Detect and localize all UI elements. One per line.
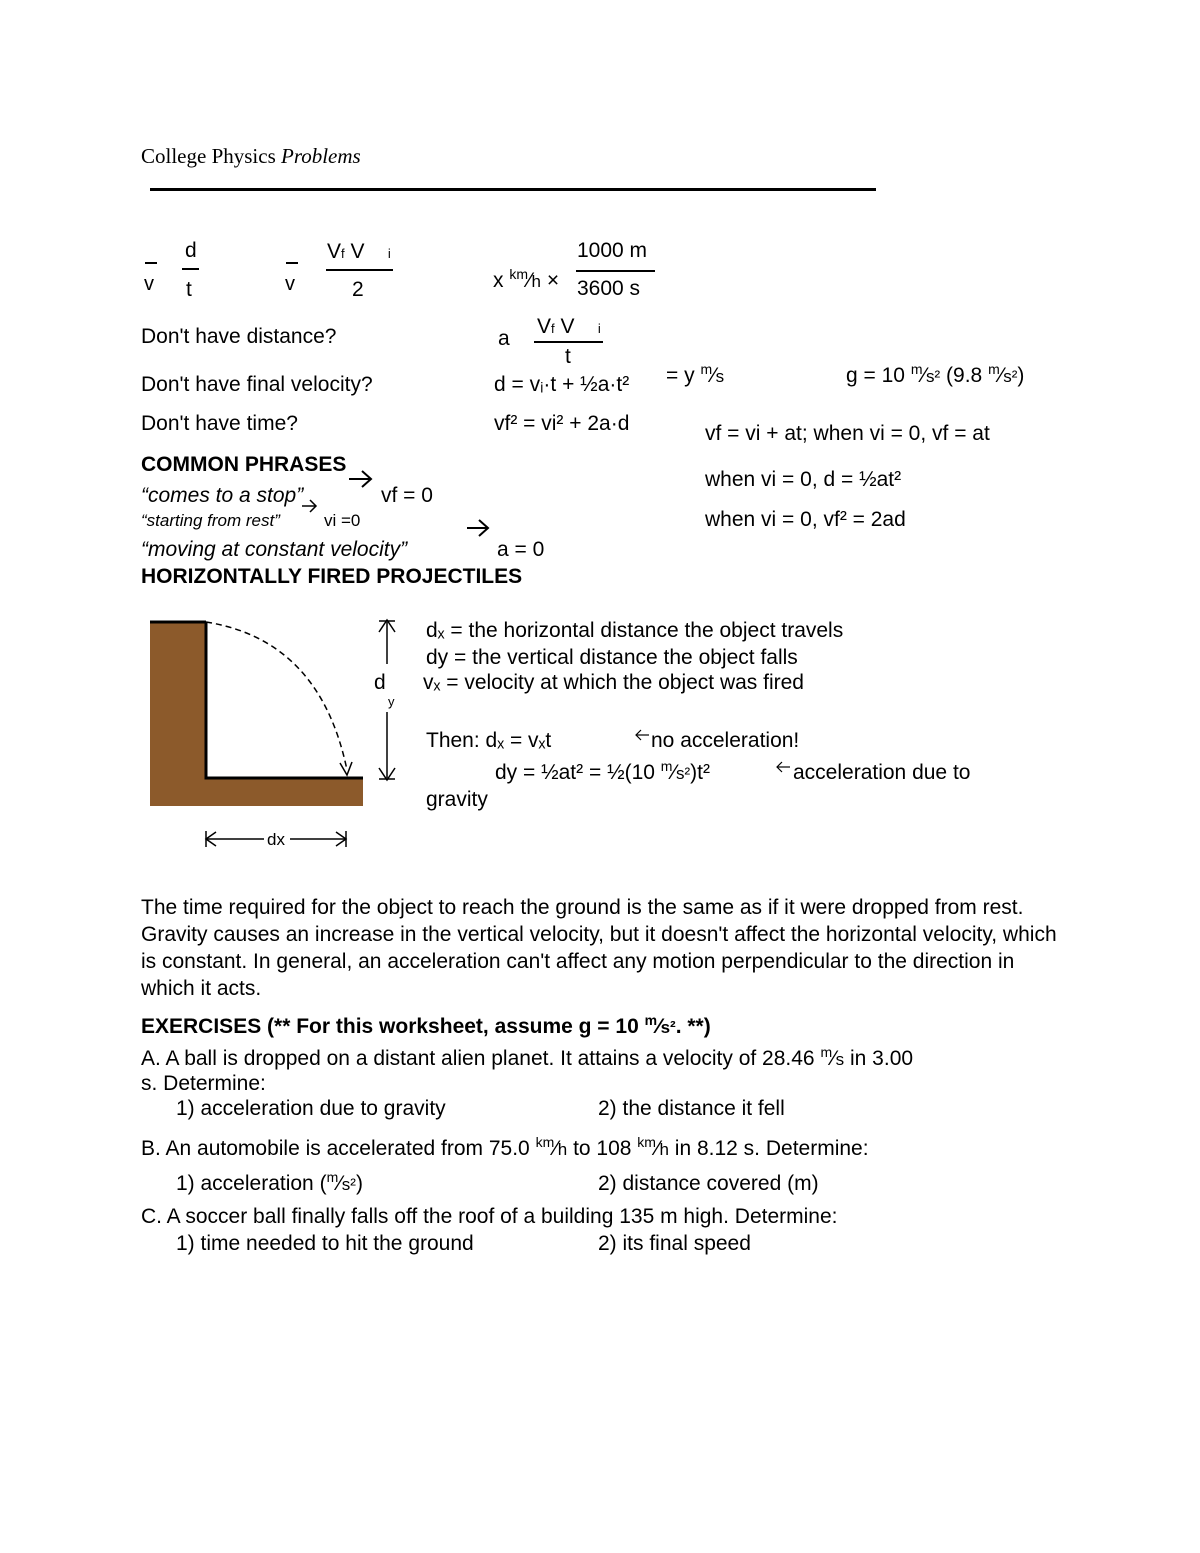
exercise-b-unit2-h: h	[659, 1140, 669, 1159]
gravity-note: acceleration due to	[793, 761, 971, 784]
displacement-equation: d = vᵢ·t + ½a·t²	[494, 373, 630, 396]
accel-vf-sub: f	[551, 321, 555, 336]
result-vi-zero: vi =0	[324, 511, 361, 530]
exercise-b-q1-prefix: 1) acceleration (	[176, 1172, 327, 1195]
exercise-b-unit1-h: h	[557, 1140, 568, 1159]
times-sign: ×	[546, 269, 560, 292]
exercise-c-q1: 1) time needed to hit the ground	[176, 1232, 474, 1255]
exercise-a-q2: 2) the distance it fell	[598, 1097, 785, 1120]
no-distance-label: Don't have distance?	[141, 325, 337, 348]
exercise-a-prefix: A. A ball is dropped on a distant alien planet. It attains a velocity of 28.46	[141, 1047, 815, 1070]
shortcut-vf2-2ad: when vi = 0, vf² = 2ad	[705, 508, 906, 531]
vf-letter: V	[327, 240, 342, 263]
vi-letter: V	[350, 240, 365, 263]
avg-speed-den: t	[186, 278, 192, 301]
accel-vi-letter: V	[560, 315, 575, 338]
exercises-unit-m: m	[644, 1012, 658, 1028]
avg-speed-lhs: v	[144, 273, 154, 295]
g-alt-unit-m: m	[988, 361, 1000, 377]
conversion-lhs: x $^{km}$⁄h ×	[493, 266, 560, 292]
result-unit-m: m	[700, 361, 713, 377]
dy-eq-prefix: dy = ½at² = ½(10	[495, 761, 655, 784]
dy-equation: dy = ½at² = ½(10 $^m$⁄s²)t²	[495, 758, 710, 784]
g-prefix: g = 10	[846, 364, 905, 387]
g-alt-prefix: (9.8	[946, 364, 983, 387]
result-units: = y $^m$⁄s	[666, 361, 725, 387]
def-vx: vₓ = velocity at which the object was fired	[423, 671, 804, 694]
result-vf-zero: vf = 0	[381, 484, 433, 507]
then-equation: Then: dₓ = vₓt	[426, 729, 552, 752]
exercises-heading: EXERCISES (** For this worksheet, assume g = 10 $^m$⁄s². **)	[141, 1012, 711, 1038]
conversion-den: 3600 s	[577, 277, 641, 300]
exercises-unit-s2: s²	[660, 1018, 676, 1037]
accel-den: t	[565, 345, 571, 368]
def-dx: dₓ = the horizontal distance the object travels	[426, 619, 844, 642]
exercise-a-suffix: in 3.00	[850, 1047, 914, 1070]
conversion-x: x	[493, 269, 504, 292]
dy-eq-unit-m: m	[660, 758, 673, 774]
dy-eq-unit-s2: s²	[675, 764, 691, 783]
exercise-b-unit2-km: km	[637, 1134, 656, 1150]
exercise-b-q1-suffix: )	[355, 1172, 363, 1195]
avg-speed-num: d	[185, 239, 197, 262]
shortcut-d-half-at2: when vi = 0, d = ½at²	[705, 468, 902, 491]
vf-sub: f	[341, 246, 345, 261]
exercise-a-unit-m: m	[820, 1044, 833, 1060]
no-acceleration-note: no acceleration!	[651, 729, 800, 752]
exercise-b-q1-unit-s2: s²	[341, 1175, 356, 1194]
avg-velocity-den: 2	[352, 278, 364, 301]
dx-label: dx	[267, 830, 285, 849]
vi-sub: i	[387, 246, 391, 261]
shortcut-vf-at: vf = vi + at; when vi = 0, vf = at	[705, 422, 990, 445]
exercise-b-q1-unit-m: m	[326, 1169, 339, 1185]
gravity-constant: g = 10 $^m$⁄s² (9.8 $^m$⁄s²)	[846, 361, 1025, 387]
explanation-paragraph: The time required for the object to reach the ground is the same as if it were dropped from rest. Gravity causes an increase in the vertical velocity, but it doesn't affect the horizontal velocity, which is constant. In general, an acceleration can't affect any motion perpendicular to the direction in which it acts.	[141, 896, 1057, 1000]
left-arrow-icon	[636, 730, 649, 740]
exercise-b-mid: to 108	[573, 1137, 632, 1160]
exercises-title-suffix: . **)	[675, 1015, 711, 1038]
unit-h: h	[531, 272, 541, 291]
phrase-constant-velocity: “moving at constant velocity”	[141, 538, 408, 561]
exercise-b-text: B. An automobile is accelerated from 75.0 $^{km}$⁄h to 108 $^{km}$⁄h in 8.12 s. Determine:	[141, 1134, 869, 1160]
exercise-b-suffix: in 8.12 s. Determine:	[674, 1137, 869, 1160]
left-arrow-icon	[777, 762, 790, 772]
common-phrases-heading: COMMON PHRASES	[141, 453, 347, 476]
accel-lhs: a	[498, 327, 510, 350]
accel-vf-letter: V	[537, 315, 552, 338]
no-time-label: Don't have time?	[141, 412, 298, 435]
g-unit-m: m	[910, 361, 923, 377]
exercise-a-line2: s. Determine:	[141, 1072, 266, 1095]
exercise-b-q1: 1) acceleration ($^m$⁄s²)	[176, 1169, 363, 1195]
course-name: College Physics	[141, 144, 276, 168]
accel-vi-sub: i	[597, 321, 601, 336]
result-prefix: = y	[666, 364, 695, 387]
dy-eq-suffix: )t²	[690, 761, 710, 784]
result-unit-s: s	[715, 367, 725, 386]
no-final-velocity-label: Don't have final velocity?	[141, 373, 373, 396]
phrase-starting-from-rest: “starting from rest”	[141, 511, 280, 530]
result-a-zero: a = 0	[497, 538, 545, 561]
def-dy: dy = the vertical distance the object falls	[426, 646, 798, 669]
title-kind: Problems	[281, 144, 361, 168]
g-alt-suffix: )	[1017, 364, 1025, 387]
dy-label: d	[374, 671, 386, 694]
exercise-b-prefix: B. An automobile is accelerated from 75.0	[141, 1137, 530, 1160]
dy-label-sub: y	[388, 694, 395, 709]
exercise-a-q1: 1) acceleration due to gravity	[176, 1097, 446, 1120]
exercise-c-q2: 2) its final speed	[598, 1232, 751, 1255]
projectiles-heading: HORIZONTALLY FIRED PROJECTILES	[141, 565, 523, 588]
trajectory-path	[206, 622, 347, 770]
exercise-a-text: A. A ball is dropped on a distant alien planet. It attains a velocity of 28.46 $^m$⁄s in 3.00	[141, 1044, 914, 1070]
avg-velocity-lhs: v	[285, 273, 295, 295]
g-unit-s2: s²	[926, 367, 941, 386]
gravity-word: gravity	[426, 788, 488, 811]
exercise-a-unit-s: s	[835, 1050, 845, 1069]
exercises-title-prefix: EXERCISES (** For this worksheet, assume g = 10	[141, 1015, 639, 1038]
g-alt-unit-s2: s²	[1003, 367, 1018, 386]
vf-squared-equation: vf² = vi² + 2a·d	[494, 412, 630, 435]
exercise-b-q2: 2) distance covered (m)	[598, 1172, 819, 1195]
exercise-b-unit1-km: km	[535, 1134, 555, 1150]
unit-km: km	[509, 266, 529, 282]
phrase-comes-to-stop: “comes to a stop”	[141, 484, 304, 507]
exercise-c-text: C. A soccer ball finally falls off the roof of a building 135 m high. Determine:	[141, 1205, 838, 1228]
conversion-num: 1000 m	[577, 239, 648, 262]
cliff-outline	[206, 622, 363, 778]
